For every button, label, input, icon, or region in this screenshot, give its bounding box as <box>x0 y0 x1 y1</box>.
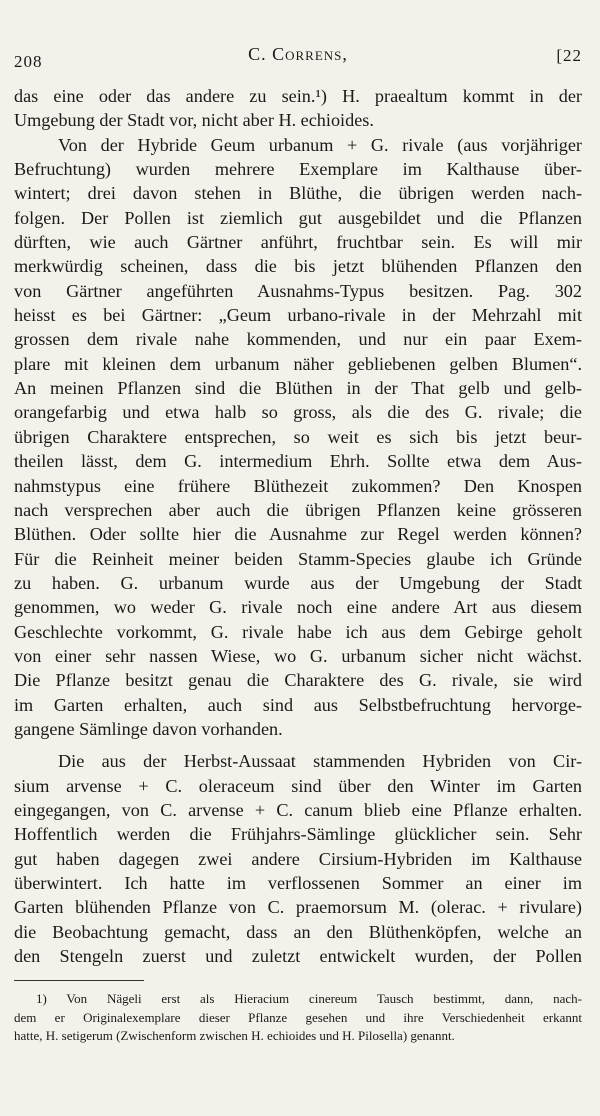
text-line: von Gärtner angeführten Ausnahms-Typus besitzen. Pag. 302 <box>14 280 582 301</box>
text-line: den Stengeln zuerst und zuletzt entwickelt wurden, der Pollen <box>14 946 582 967</box>
footnote <box>14 990 582 1046</box>
text-line: folgen. Der Pollen ist ziemlich gut ausgebildet und die Pflanzen <box>14 207 582 228</box>
text-line: sium arvense + C. oleraceum sind über den Winter im Garten <box>14 775 582 796</box>
text-line: Von der Hybride Geum urbanum + G. rivale (aus vorjähriger <box>58 134 582 155</box>
text-line: übrigen Charaktere entsprechen, so weit es sich bis jetzt beur- <box>14 426 582 447</box>
text-line: Garten blühenden Pflanze von C. praemorsum M. (olerac. + rivulare) <box>14 897 582 918</box>
paragraph-2 <box>14 133 582 742</box>
main-text <box>14 84 582 968</box>
text-line: gangene Sämlinge davon vorhanden. <box>14 718 283 739</box>
text-line: Für die Reinheit meiner beiden Stamm-Species glaube ich Gründe <box>14 548 582 569</box>
text-line: grossen dem rivale nahe kommenden, und nur ein paar Exem- <box>14 329 582 350</box>
text-line: Umgebung der Stadt vor, nicht aber H. echioides. <box>14 110 374 131</box>
text-line: merkwürdig scheinen, dass die bis jetzt blühenden Pflanzen den <box>14 256 582 277</box>
text-line: genommen, wo weder G. rivale noch eine andere Art aus diesem <box>14 597 582 618</box>
text-line: Die Pflanze besitzt genau die Charaktere des G. rivale, sie wird <box>14 670 582 691</box>
footnote-line: 1) Von Nägeli erst als Hieracium cinereum Tausch bestimmt, dann, nach- <box>36 991 582 1006</box>
page-number: 208 <box>14 52 43 71</box>
text-line: eingegangen, von C. arvense + C. canum blieb eine Pflanze erhalten. <box>14 799 582 820</box>
text-line: gut haben dagegen zwei andere Cirsium-Hybriden im Kalthause <box>14 848 582 869</box>
text-line: plare mit kleinen dem urbanum näher gebliebenen gelben Blumen“. <box>14 353 582 374</box>
text-line: Befruchtung) wurden mehrere Exemplare im Kalthause über- <box>14 159 582 180</box>
text-line: die Beobachtung gemacht, dass an den Blüthenköpfen, welche an <box>14 921 582 942</box>
text-line: theilen lässt, dem G. intermedium Ehrh. Sollte etwa dem Aus- <box>14 451 582 472</box>
text-line: An meinen Pflanzen sind die Blüthen in der That gelb und gelb- <box>14 378 582 399</box>
text-line: Geschlechte vorkommt, G. rivale habe ich aus dem Gebirge geholt <box>14 621 582 642</box>
paragraph-1 <box>14 84 582 133</box>
section-reference: [22 <box>556 46 582 65</box>
text-line: Die aus der Herbst-Aussaat stammenden Hybriden von Cir- <box>58 751 582 772</box>
text-line: im Garten erhalten, auch sind aus Selbstbefruchtung hervorge- <box>14 694 582 715</box>
text-line: orangefarbig und etwa halb so gross, als die des G. rivale; die <box>14 402 582 423</box>
paragraph-3 <box>14 749 582 968</box>
footnote-line: dem er Originalexemplare dieser Pflanze gesehen und ihre Verschiedenheit erkannt <box>14 1009 582 1025</box>
text-line: wintert; drei davon stehen in Blüthe, die übrigen werden nach- <box>14 183 582 204</box>
footnote-line: hatte, H. setigerum (Zwischenform zwischen H. echioides und H. Pilosella) genannt. <box>14 1028 455 1043</box>
text-line: von einer sehr nassen Wiese, wo G. urbanum sicher nicht wächst. <box>14 645 582 666</box>
text-line: das eine oder das andere zu sein.¹) H. praealtum kommt in der <box>14 86 582 106</box>
text-line: nach versprechen aber auch die übrigen Pflanzen keine grösseren <box>14 499 582 520</box>
text-line: überwintert. Ich hatte im verflossenen Sommer an einer im <box>14 873 582 893</box>
text-line: Blüthen. Oder sollte hier die Ausnahme zur Regel werden können? <box>14 524 582 545</box>
text-line: dürften, wie auch Gärtner anführt, fruchtbar sein. Es will mir <box>14 232 582 253</box>
footnote-divider <box>14 980 144 981</box>
text-line: zu haben. G. urbanum wurde aus der Umgebung der Stadt <box>14 572 582 593</box>
text-line: Hoffentlich werden die Frühjahrs-Sämlinge glücklicher sein. Sehr <box>14 824 582 845</box>
running-header <box>14 44 582 71</box>
running-head-author: C. Correns, <box>248 44 348 64</box>
text-line: heisst es bei Gärtner: „Geum urbano-rivale in der Mehrzahl mit <box>14 305 582 326</box>
text-line: nahmstypus eine frühere Blüthezeit zukommen? Den Knospen <box>14 475 582 496</box>
